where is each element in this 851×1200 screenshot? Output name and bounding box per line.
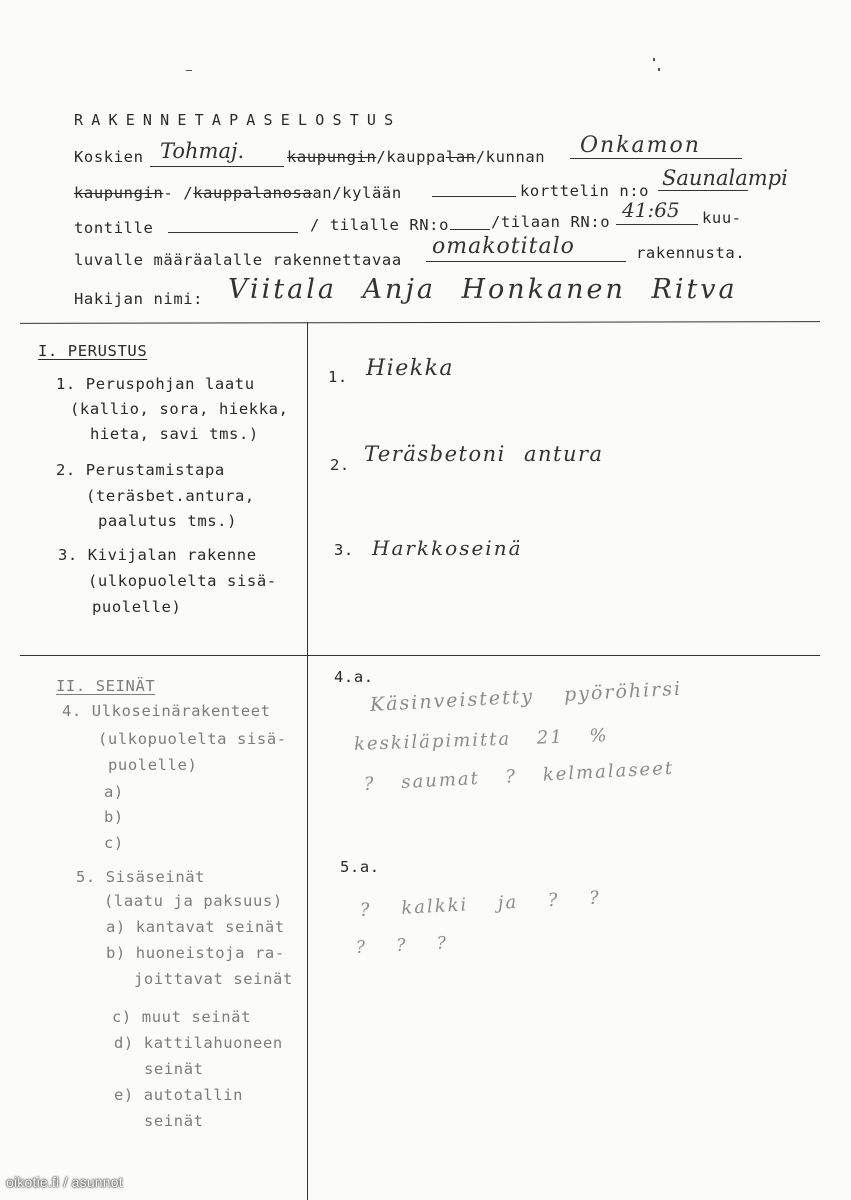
section-heading-perustus: I. PERUSTUS <box>38 342 148 360</box>
item4-line-a: a) <box>104 783 124 801</box>
scan-speck <box>658 68 660 71</box>
section-divider-middle <box>20 655 820 656</box>
line4-text: luvalle määräalalle rakennettavaa <box>74 251 402 269</box>
blank-line <box>168 232 298 233</box>
document-title: RAKENNETAPASELOSTUS <box>74 111 402 129</box>
section-divider-top <box>20 321 820 324</box>
handwritten-applicant-names: Viitala Anja Honkanen Ritva <box>228 274 738 305</box>
item3-line1: 3. Kivijalan rakenne <box>58 546 257 564</box>
item5-line-c: c) muut seinät <box>112 1008 252 1026</box>
column-divider <box>307 322 308 1200</box>
blank-line <box>570 158 742 159</box>
text-kylaan: an/kylään <box>312 184 402 202</box>
label-koskien: Koskien <box>74 148 144 166</box>
blank-line <box>616 224 698 225</box>
item5-line-e: e) autotallin <box>114 1086 244 1104</box>
handwritten-estate: 41:65 <box>622 198 680 222</box>
blank-line <box>658 190 748 191</box>
label-estate: /tilaan RN:o <box>491 213 611 231</box>
item4-line2: (ulkopuolelta sisä- <box>98 730 287 748</box>
item3-line3: puolelle) <box>92 598 182 616</box>
item5-line1: 5. Sisäseinät <box>76 868 206 886</box>
handwritten-municipality: Tohmaj. <box>160 139 245 163</box>
label-block: korttelin n:o <box>520 182 650 200</box>
struck-lan: lan <box>445 148 476 166</box>
blank-line <box>432 196 516 197</box>
item4-line1: 4. Ulkoseinärakenteet <box>62 702 271 720</box>
label-plot: tontille <box>74 219 154 237</box>
line2-text <box>74 184 402 202</box>
answer2-number: 2. <box>330 456 350 474</box>
struck-kaupungin: kaupungin <box>287 148 377 166</box>
line1-suffix <box>287 148 545 166</box>
answer4-line1: Käsinveistetty pyöröhirsi <box>369 677 683 716</box>
struck-kaupungin-2: kaupungin <box>74 184 164 202</box>
blank-line <box>150 166 284 167</box>
label-applicant: Hakijan nimi: <box>74 290 204 308</box>
answer4-line3: ? saumat ? kelmalaseet <box>363 757 675 795</box>
text-kunnan: /kunnan <box>475 148 546 166</box>
answer5-line1: ? kalkki ja ? ? <box>359 887 602 921</box>
answer1-number: 1. <box>328 368 348 386</box>
scan-speck <box>653 58 655 61</box>
answer3-number: 3. <box>334 541 354 559</box>
label-rakennusta: rakennusta. <box>636 244 746 262</box>
item2-line3: paalutus tms.) <box>98 512 238 530</box>
item5-line-d: d) kattilahuoneen <box>114 1034 283 1052</box>
text-dash: - / <box>163 184 194 202</box>
item2-line2: (teräsbet.antura, <box>86 487 255 505</box>
item4-line3: puolelle) <box>108 756 198 774</box>
handwritten-village: Onkamon <box>580 133 701 158</box>
handwritten-building-type: omakotitalo <box>432 234 575 259</box>
blank-line <box>426 261 626 262</box>
item1-line3: hieta, savi tms.) <box>90 425 259 443</box>
scan-speck <box>186 70 192 71</box>
answer2-handwritten: Teräsbetoni antura <box>364 442 604 466</box>
section-heading-seinat: II. SEINÄT <box>56 677 156 695</box>
text-kauppa: /kauppa <box>376 148 446 166</box>
answer5-line2: ? ? ? <box>355 933 449 958</box>
item4-line-c: c) <box>104 834 124 852</box>
answer3-handwritten: Harkkoseinä <box>372 536 523 560</box>
handwritten-block: Saunalampi <box>662 166 788 190</box>
answer4-number: 4.a. <box>334 668 374 686</box>
item3-line2: (ulkopuolelta sisä- <box>88 572 277 590</box>
item2-line1: 2. Perustamistapa <box>56 461 225 479</box>
item5-line-b: b) huoneistoja ra- <box>106 944 285 962</box>
label-kuu: kuu- <box>702 209 742 227</box>
item1-line1: 1. Peruspohjan laatu <box>56 375 255 393</box>
item5-line-e2: seinät <box>144 1112 204 1130</box>
answer5-number: 5.a. <box>340 858 380 876</box>
item5-line2: (laatu ja paksuus) <box>104 892 283 910</box>
struck-kauppalanosa: kauppalanosa <box>193 184 313 202</box>
item1-line2: (kallio, sora, hiekka, <box>70 400 289 418</box>
item5-line-b2: joittavat seinät <box>134 970 293 988</box>
blank-line <box>450 229 490 230</box>
item5-line-a: a) kantavat seinät <box>106 918 285 936</box>
item5-line-d2: seinät <box>144 1060 204 1078</box>
answer4-line2: keskiläpimitta 21 % <box>353 725 609 755</box>
item4-line-b: b) <box>104 808 124 826</box>
answer1-handwritten: Hiekka <box>366 356 455 381</box>
watermark-text: oikotie.fi / asunnot <box>6 1174 123 1190</box>
label-farm: / tilalle RN:o <box>310 216 450 234</box>
